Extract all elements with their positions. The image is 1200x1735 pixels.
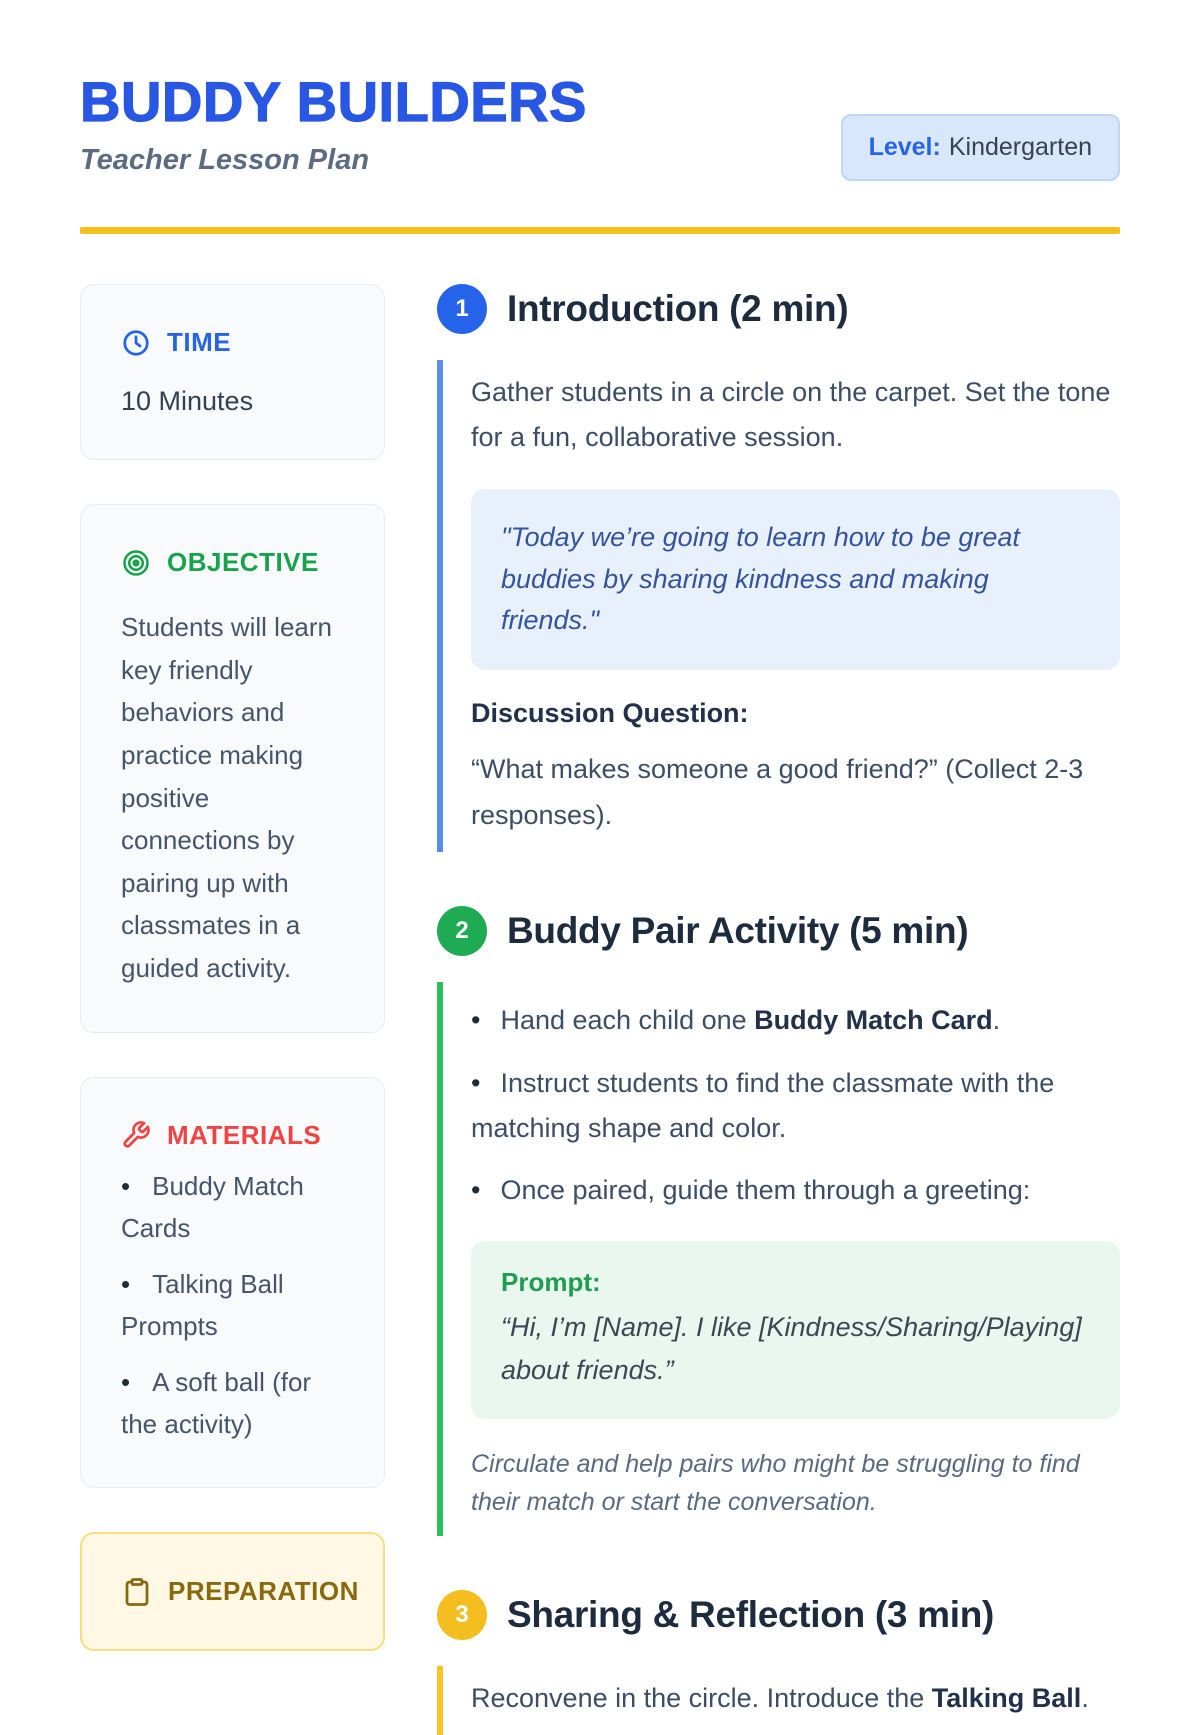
prompt-text: “Hi, I’m [Name]. I like [Kindness/Sharing/Playing] about friends.” (501, 1312, 1082, 1386)
objective-card-header (121, 547, 344, 578)
materials-item-text: Buddy Match Cards (121, 1170, 304, 1243)
discussion-question-text: “What makes someone a good friend?” (Collect 2-3 responses). (471, 754, 1084, 830)
materials-item-text: Talking Ball Prompts (121, 1268, 284, 1341)
materials-item (121, 1165, 344, 1249)
prompt-box (471, 1241, 1120, 1418)
bullet-icon: • (121, 1268, 131, 1299)
header-titles (80, 70, 587, 177)
page-subtitle: Teacher Lesson Plan (80, 144, 370, 176)
step-text: Instruct students to find the classmate with the matching shape and color. (471, 1067, 1055, 1143)
step-text: Once paired, guide them through a greeting: (500, 1175, 1031, 1206)
section-buddy-pair-activity (437, 906, 1120, 1536)
preparation-card (80, 1532, 385, 1651)
reflection-text: . (1081, 1683, 1089, 1714)
section-body (437, 982, 1120, 1536)
materials-card-header (121, 1120, 344, 1151)
section-body (437, 1666, 1120, 1735)
section-body (437, 360, 1120, 852)
section-title: Buddy Pair Activity (5 min) (507, 909, 969, 951)
step-text: . (992, 1004, 1001, 1035)
intro-paragraph: Gather students in a circle on the carpet. Set the tone for a fun, collaborative session. (471, 377, 1111, 453)
wrench-icon (121, 1120, 151, 1150)
section-sharing-reflection (437, 1590, 1120, 1735)
objective-heading: OBJECTIVE (167, 547, 319, 577)
materials-card (80, 1077, 385, 1489)
sidebar (80, 284, 385, 1735)
prompt-label: Prompt: (501, 1267, 601, 1298)
activity-step (471, 1168, 1120, 1213)
materials-heading: MATERIALS (167, 1119, 322, 1150)
section-title: Sharing & Reflection (3 min) (507, 1594, 995, 1636)
reflection-paragraph (471, 1676, 1120, 1721)
section-introduction (437, 284, 1120, 852)
section-heading (437, 906, 1120, 956)
bullet-icon: • (121, 1170, 131, 1201)
main-content (437, 284, 1120, 1735)
header (80, 70, 1120, 181)
preparation-heading: PREPARATION (168, 1576, 359, 1607)
time-card-header (121, 327, 344, 358)
time-value: 10 Minutes (121, 386, 254, 416)
section-title: Introduction (2 min) (507, 288, 849, 329)
section-number-badge: 1 (437, 284, 487, 334)
bullet-icon: • (471, 1067, 481, 1098)
bullet-icon: • (121, 1367, 131, 1398)
clipboard-icon (122, 1577, 152, 1607)
materials-item (121, 1361, 344, 1445)
reflection-text: Reconvene in the circle. Introduce the (471, 1683, 932, 1714)
reflection-text-bold: Talking Ball (931, 1683, 1082, 1714)
materials-item-text: A soft ball (for the activity) (121, 1367, 312, 1440)
clock-icon (121, 328, 151, 358)
preparation-card-header (122, 1576, 359, 1607)
teacher-note: Circulate and help pairs who might be struggling to find their match or start the conversation. (471, 1449, 1080, 1517)
teacher-quote-box: "Today we’re going to learn how to be great buddies by sharing kindness and making friends." (471, 489, 1120, 671)
bullet-icon: • (471, 1175, 481, 1206)
target-icon (121, 548, 151, 578)
step-text-bold: Buddy Match Card (754, 1004, 993, 1035)
activity-step (471, 1061, 1120, 1151)
level-label: Level: (868, 133, 941, 161)
time-heading: TIME (167, 327, 232, 357)
discussion-question-label: Discussion Question: (471, 698, 749, 729)
section-heading (437, 1590, 1120, 1640)
page-title: BUDDY BUILDERS (80, 70, 587, 133)
content-columns (80, 284, 1120, 1735)
level-badge (841, 114, 1120, 181)
time-card (80, 284, 385, 460)
section-number-badge: 3 (437, 1590, 487, 1640)
step-text: Hand each child one (500, 1004, 755, 1035)
level-value: Kindergarten (948, 133, 1092, 161)
bullet-icon: • (471, 1004, 481, 1035)
section-heading (437, 284, 1120, 334)
section-number-badge: 2 (437, 906, 487, 956)
objective-text: Students will learn key friendly behaviors and practice making positive connections by pairing up with classmates in a guided activity. (121, 612, 332, 983)
activity-step (471, 998, 1120, 1043)
materials-item (121, 1263, 344, 1347)
divider-rule (80, 227, 1120, 234)
objective-card (80, 504, 385, 1033)
